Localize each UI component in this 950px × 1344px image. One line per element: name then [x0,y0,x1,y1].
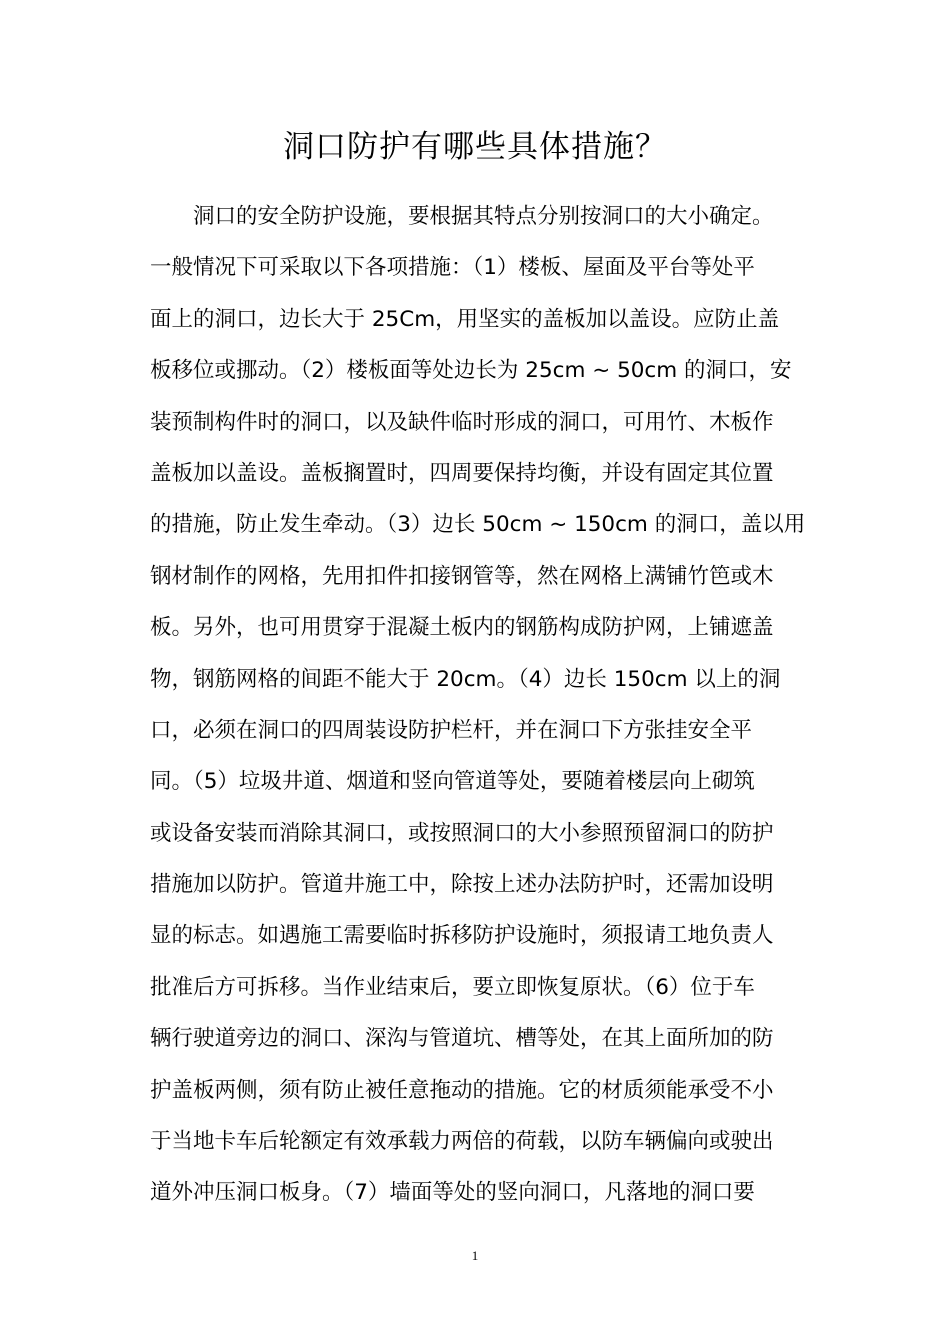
text-line: 钢材制作的网格，先用扣件扣接钢管等，然在网格上满铺竹笆或木 [150,563,774,589]
text-line: 盖板加以盖设。盖板搁置时，四周要保持均衡，并设有固定其位置 [150,460,774,486]
text-line: 装预制构件时的洞口，以及缺件临时形成的洞口，可用竹、木板作 [150,409,774,435]
text-line: 洞口的安全防护设施，要根据其特点分别按洞口的大小确定。 [150,204,774,229]
text-line: 物，钢筋网格的间距不能大于 20cm。（4）边长 150cm 以上的洞 [150,666,781,692]
text-line: 板移位或挪动。（2）楼板面等处边长为 25cm ~ 50cm 的洞口，安 [150,358,792,384]
text-line: 辆行驶道旁边的洞口、深沟与管道坑、槽等处，在其上面所加的防 [150,1026,774,1052]
text-line: 护盖板两侧，须有防止被任意拖动的措施。它的材质须能承受不小 [150,1077,774,1103]
text-line: 措施加以防护。管道井施工中，除按上述办法防护时，还需加设明 [150,872,774,898]
text-line: 道外冲压洞口板身。（7）墙面等处的竖向洞口，凡落地的洞口要 [150,1180,755,1206]
text-line: 口，必须在洞口的四周装设防护栏杆，并在洞口下方张挂安全平 [150,717,753,743]
text-line: 一般情况下可采取以下各项措施：（1）楼板、屋面及平台等处平 [150,255,755,281]
text-line: 板。另外，也可用贯穿于混凝土板内的钢筋构成防护网，上铺遮盖 [150,615,774,641]
body-paragraph [150,191,806,1219]
text-line: 或设备安装而消除其洞口，或按照洞口的大小参照预留洞口的防护 [150,820,774,846]
text-line: 批准后方可拆移。当作业结束后，要立即恢复原状。（6）位于车 [150,974,755,1000]
page-number: 1 [471,1248,479,1263]
text-line: 的措施，防止发生牵动。（3）边长 50cm ~ 150cm 的洞口，盖以用 [150,512,806,538]
text-line: 面上的洞口，边长大于 25Cm，用坚实的盖板加以盖设。应防止盖 [150,306,780,332]
document-title: 洞口防护有哪些具体措施？ [283,129,667,165]
text-line: 于当地卡车后轮额定有效承载力两倍的荷载，以防车辆偏向或驶出 [150,1129,774,1155]
text-line: 显的标志。如遇施工需要临时拆移防护设施时，须报请工地负责人 [150,923,774,949]
text-line: 同。（5）垃圾井道、烟道和竖向管道等处，要随着楼层向上砌筑 [150,769,755,795]
